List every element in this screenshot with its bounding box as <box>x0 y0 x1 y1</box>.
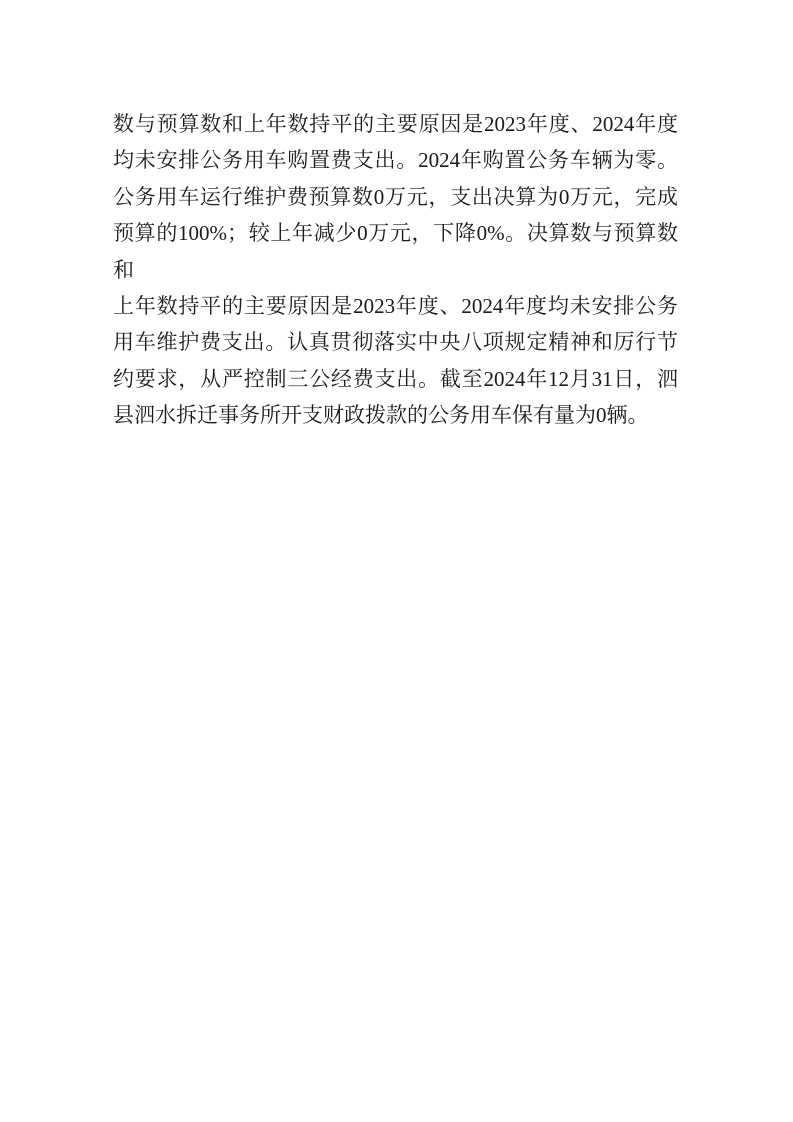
paragraph <box>113 106 678 434</box>
text-line: 公务用车运行维护费预算数0万元，支出决算为0万元，完成 <box>113 184 678 209</box>
text-line: 县泗水拆迁事务所开支财政拨款的公务用车保有量为0辆。 <box>113 403 649 428</box>
text-line: 用车维护费支出。认真贯彻落实中央八项规定精神和厉行节 <box>113 330 678 355</box>
text-line: 约要求，从严控制三公经费支出。截至2024年12月31日，泗 <box>113 366 678 391</box>
text-line: 均未安排公务用车购置费支出。2024年购置公务车辆为零。 <box>113 148 678 173</box>
text-line: 上年数持平的主要原因是2023年度、2024年度均未安排公务 <box>113 294 678 319</box>
text-line: 数与预算数和上年数持平的主要原因是2023年度、2024年度 <box>113 112 678 136</box>
text-line: 预算的100%；较上年减少0万元，下降0%。决算数与预算数和 <box>113 221 678 282</box>
